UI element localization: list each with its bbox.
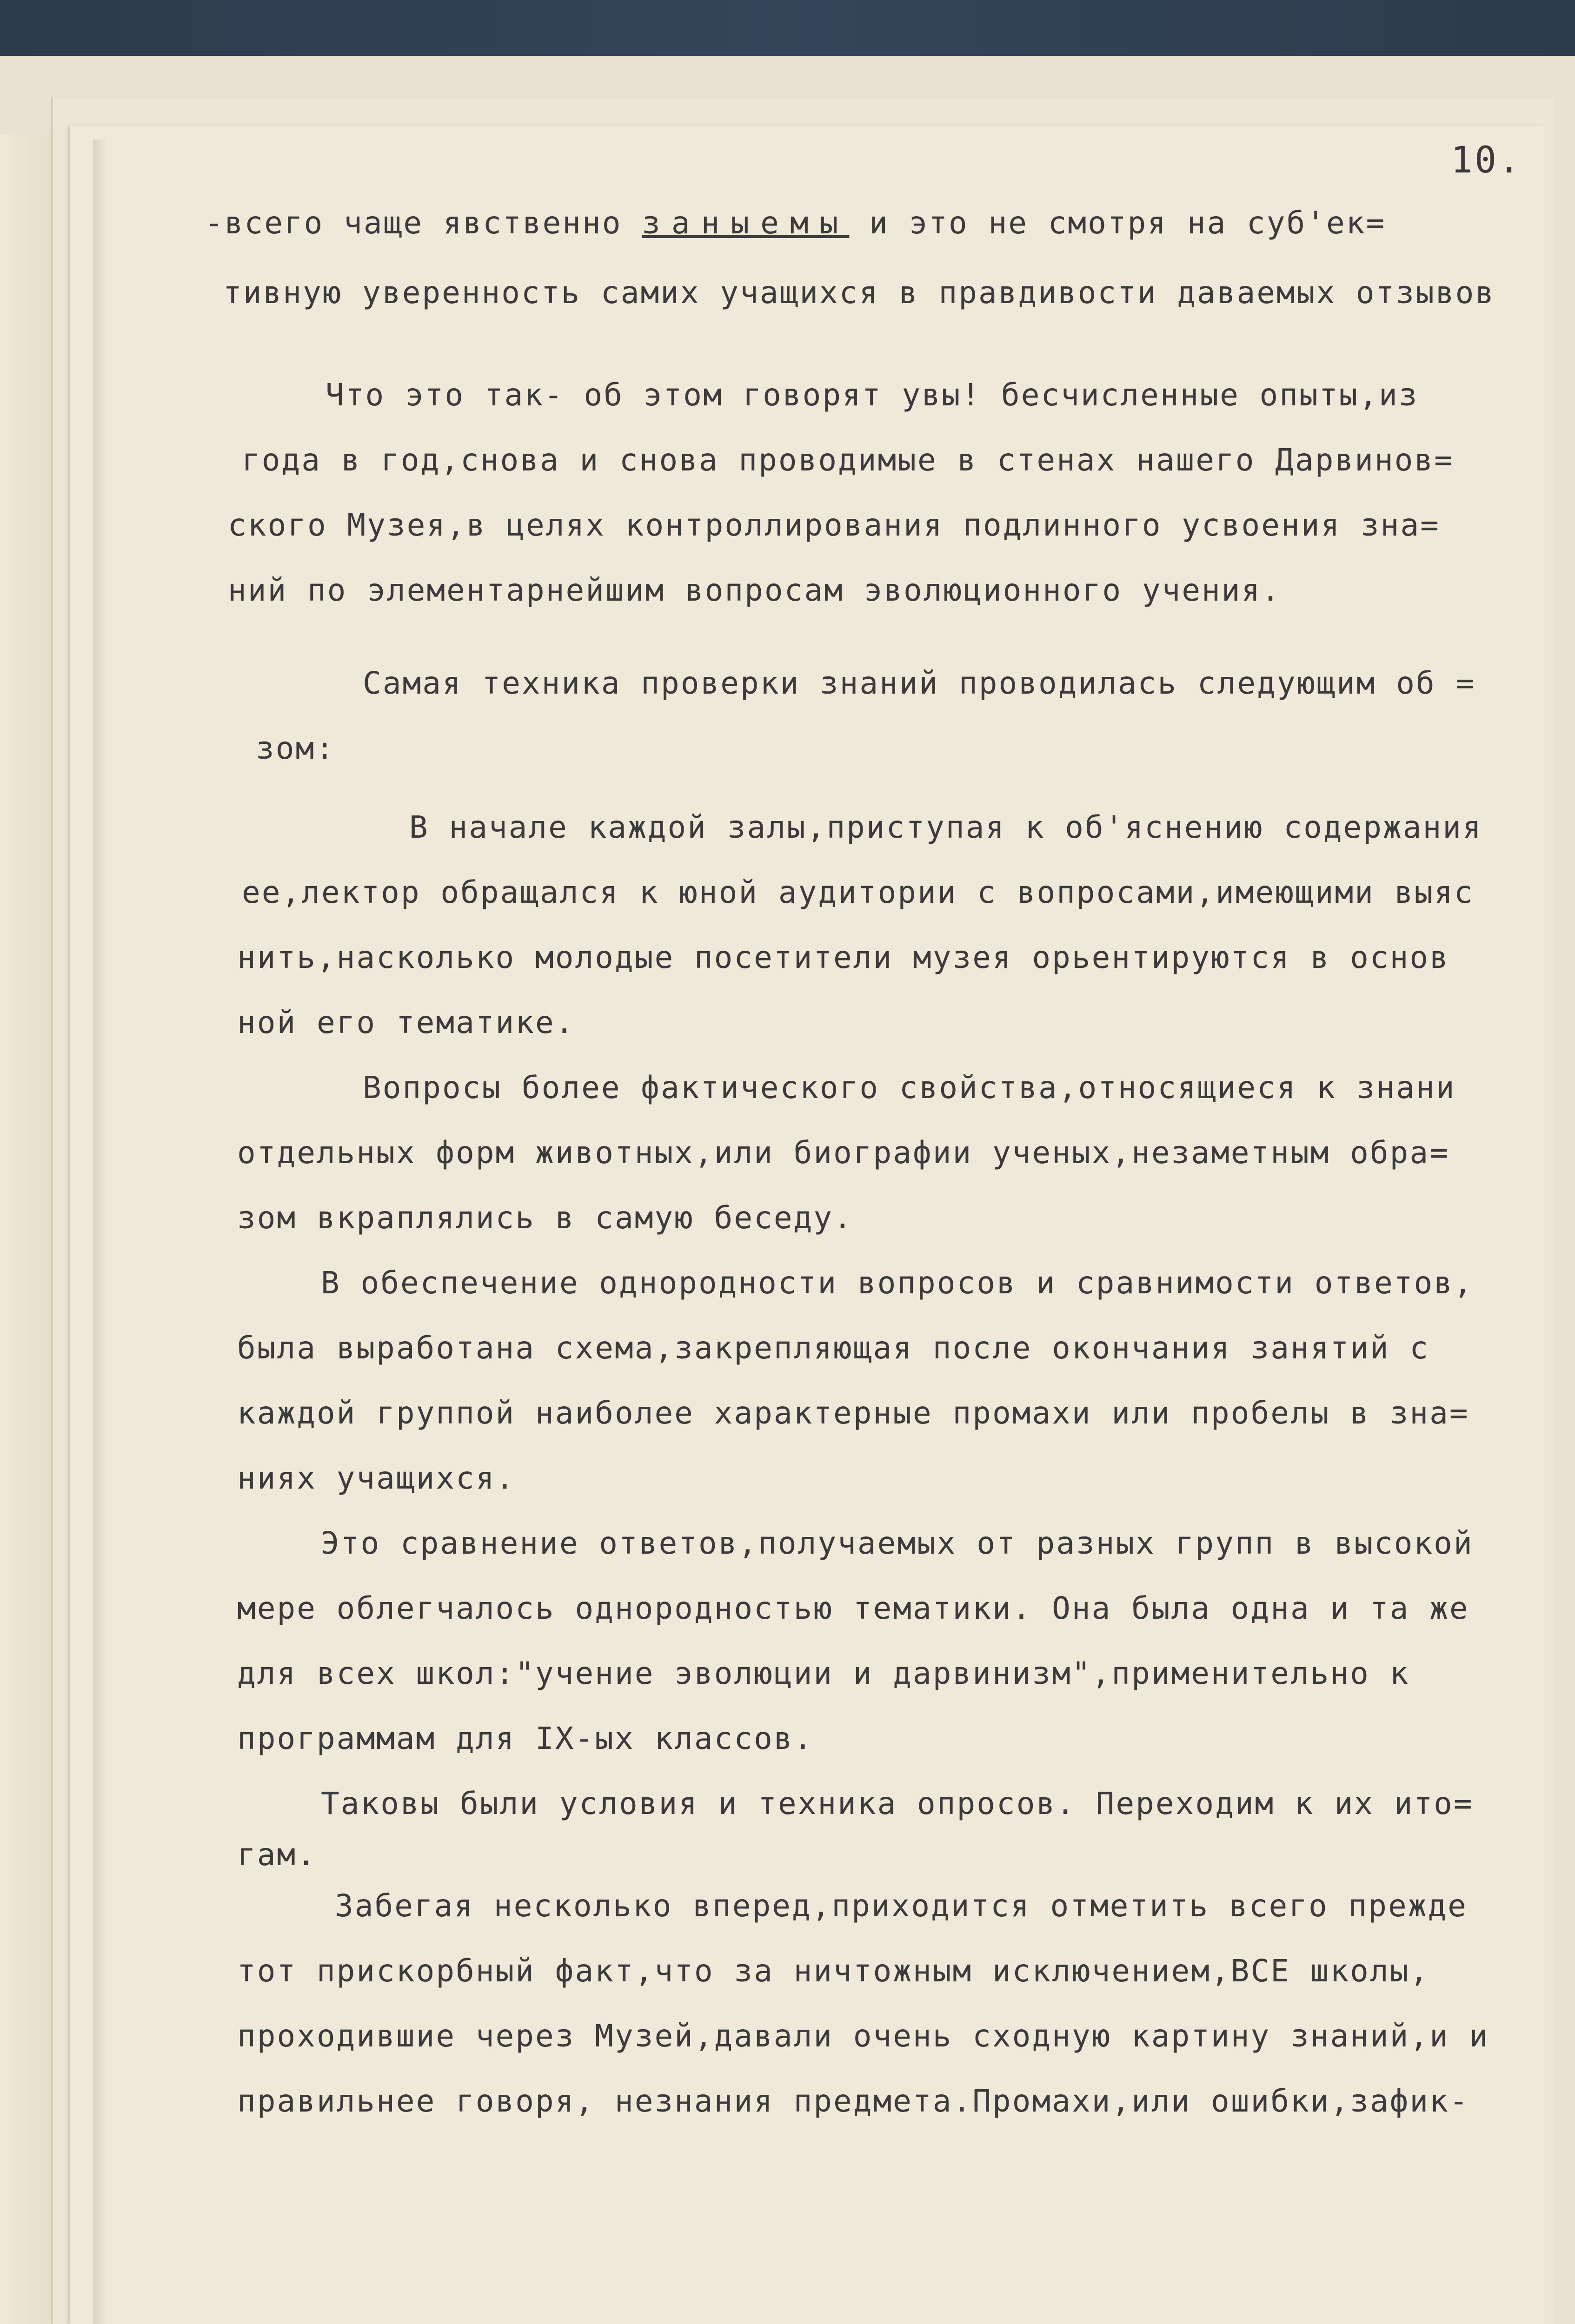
emphasized-word: заныемы — [642, 205, 850, 241]
text-line-29: правильнее говоря, незнания предмета.Промахи,или ошибки,зафик- — [237, 2083, 1469, 2119]
text-line-1-start: -всего чаще явственно — [205, 205, 642, 241]
text-line-1-end: и это не смотря на суб'ек= — [849, 205, 1386, 241]
text-line-26: Забегая несколько вперед,приходится отметить всего прежде — [335, 1888, 1468, 1924]
text-line-11: нить,насколько молодые посетители музея орьентируются в основ — [237, 940, 1449, 975]
text-line-1 — [205, 205, 1386, 242]
text-line-25: гам. — [237, 1837, 317, 1873]
text-line-20: Это сравнение ответов,получаемых от разных групп в высокой — [321, 1525, 1474, 1561]
text-line-7: Самая техника проверки знаний проводилась следующим об = — [363, 665, 1476, 701]
text-line-9: В начале каждой залы,приступая к об'яснению содержания — [409, 809, 1482, 845]
text-line-24: Таковы были условия и техника опросов. Переходим к их ито= — [321, 1786, 1474, 1821]
text-line-12: ной его тематике. — [237, 1005, 575, 1040]
text-line-4: года в год,снова и снова проводимые в стенах нашего Дарвинов= — [242, 442, 1454, 478]
text-line-15: зом вкраплялись в самую беседу. — [237, 1200, 853, 1236]
text-line-21: мере облегчалось однородностью тематики. Она была одна и та же — [237, 1590, 1469, 1626]
page-number: 10. — [1451, 139, 1522, 181]
text-line-13: Вопросы более фактического свойства,относящиеся к знани — [363, 1070, 1456, 1106]
text-line-14: отдельных форм животных,или биографии ученых,незаметным обра= — [237, 1135, 1449, 1171]
text-line-3: Что это так- об этом говорят увы! бесчисленные опыты,из — [326, 377, 1419, 413]
text-line-19: ниях учащихся. — [237, 1460, 516, 1496]
text-line-27: тот прискорбный факт,что за ничтожным исключением,ВСЕ школы, — [237, 1953, 1430, 1989]
text-line-18: каждой группой наиболее характерные промахи или пробелы в зна= — [237, 1395, 1469, 1431]
text-line-2: тивную уверенность самих учащихся в правдивости даваемых отзывов — [223, 275, 1495, 311]
text-line-22: для всех школ:"учение эволюции и дарвинизм",применительно к — [237, 1655, 1410, 1691]
text-line-16: В обеспечение однородности вопросов и сравнимости ответов, — [321, 1265, 1474, 1301]
text-line-6: ний по элементарнейшим вопросам эволюционного учения. — [228, 572, 1281, 608]
text-line-23: программам для IX-ых классов. — [237, 1721, 814, 1756]
text-line-10: ее,лектор обращался к юной аудитории с вопросами,имеющими выяс — [242, 874, 1474, 910]
text-line-8: зом: — [256, 730, 335, 766]
text-line-28: проходившие через Музей,давали очень сходную картину знаний,и и — [237, 2018, 1489, 2054]
page-fold-shadow — [93, 139, 107, 2324]
text-line-17: была выработана схема,закрепляющая после окончания занятий с — [237, 1330, 1430, 1366]
text-line-5: ского Музея,в целях контроллирования подлинного усвоения зна= — [228, 507, 1440, 543]
